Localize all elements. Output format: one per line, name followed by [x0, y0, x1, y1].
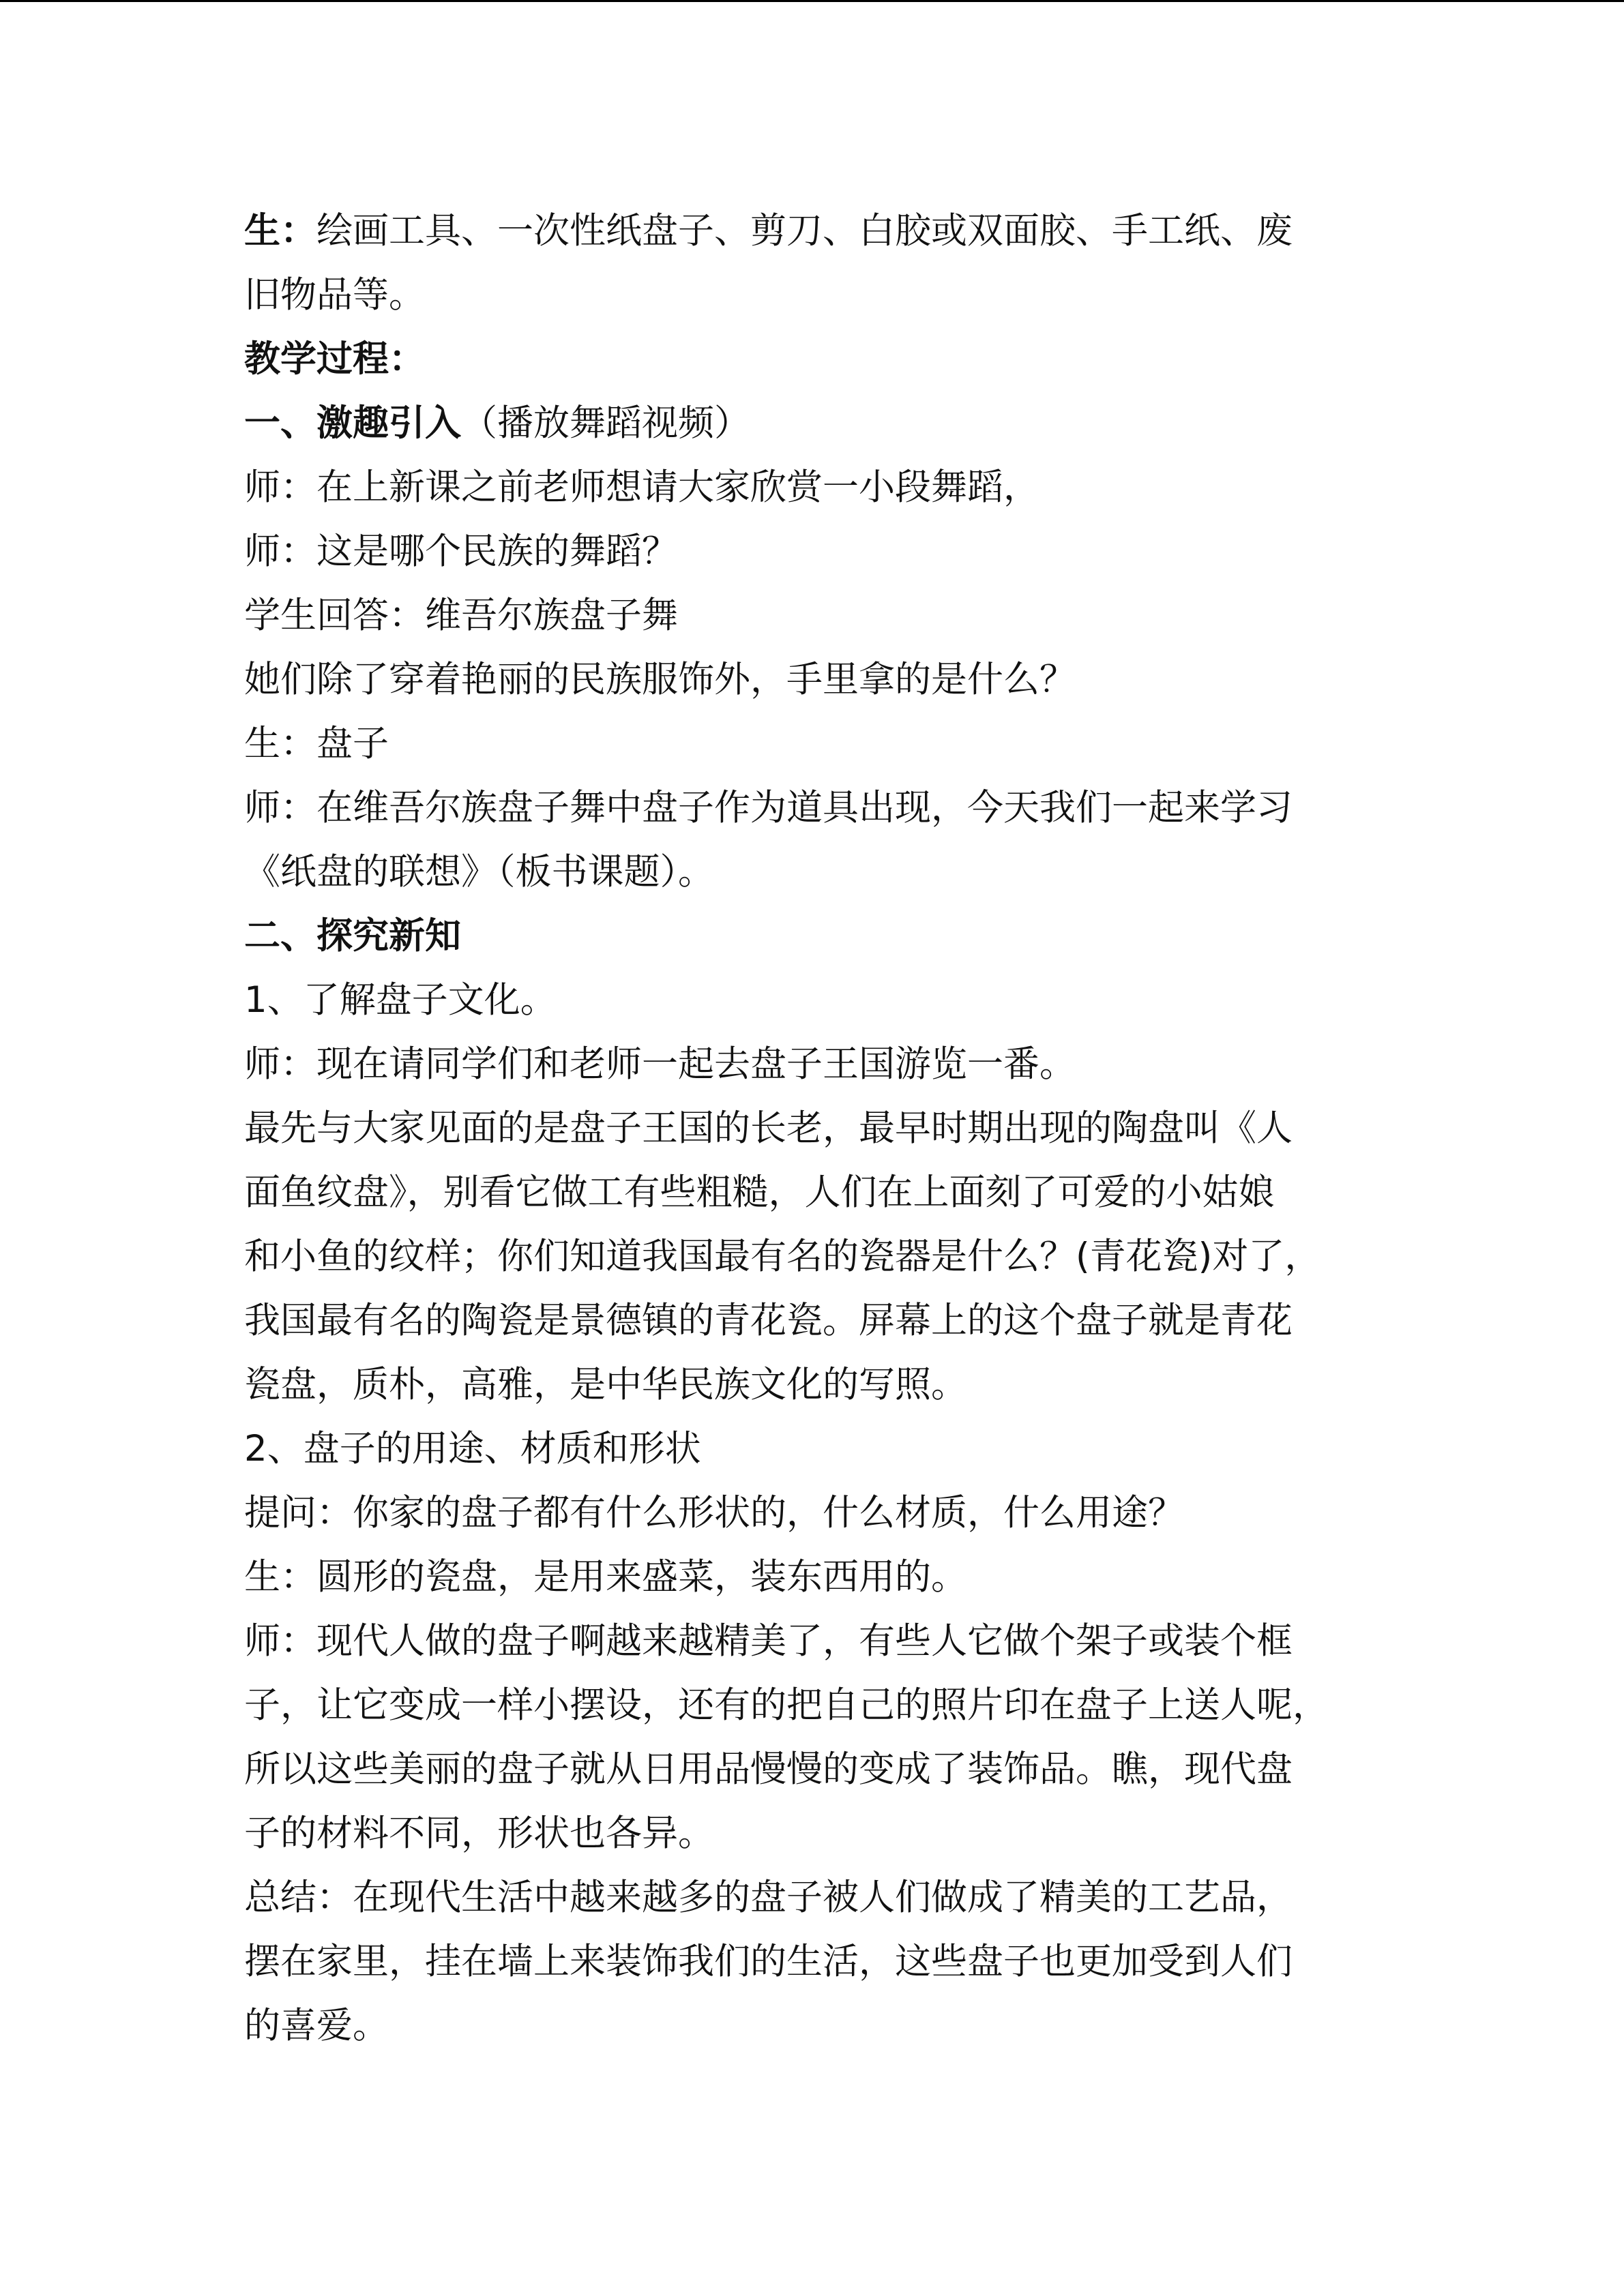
paragraph-line: 师：在上新课之前老师想请大家欣赏一小段舞蹈， — [244, 466, 1039, 508]
paragraph-line: 的喜爱。 — [244, 2005, 389, 2046]
paragraph-line: 最先与大家见面的是盘子王国的长老，最早时期出现的陶盘叫《人 — [244, 1107, 1293, 1149]
section-1-heading: 一、激趣引入 — [244, 402, 461, 444]
paragraph-line: 《纸盘的联想》（板书课题）。 — [244, 851, 714, 893]
paragraph-line: 生：圆形的瓷盘，是用来盛菜，装东西用的。 — [244, 1556, 967, 1598]
paragraph-line: 所以这些美丽的盘子就从日用品慢慢的变成了装饰品。瞧，现代盘 — [244, 1748, 1293, 1790]
paragraph-line: 瓷盘，质朴，高雅，是中华民族文化的写照。 — [244, 1364, 967, 1405]
paragraph-line: 2、盘子的用途、材质和形状 — [244, 1428, 701, 1470]
section-1-note: （播放舞蹈视频） — [461, 402, 750, 444]
paragraph-line: 她们除了穿着艳丽的民族服饰外，手里拿的是什么？ — [244, 659, 1076, 700]
paragraph-line: 学生回答：维吾尔族盘子舞 — [244, 595, 678, 636]
paragraph-line: 师：现代人做的盘子啊越来越精美了，有些人它做个架子或装个框 — [244, 1620, 1293, 1662]
paragraph-line: 子，让它变成一样小摆设，还有的把自己的照片印在盘子上送人呢， — [244, 1684, 1329, 1726]
section-1-heading-line — [244, 391, 1404, 456]
section-2-heading: 二、探究新知 — [244, 915, 461, 957]
materials-line-2: 旧物品等。 — [244, 274, 425, 316]
paragraph-line: 师：在维吾尔族盘子舞中盘子作为道具出现，今天我们一起来学习 — [244, 787, 1293, 829]
paragraph-line: 1、了解盘子文化。 — [244, 979, 557, 1021]
paragraph-line: 总结：在现代生活中越来越多的盘子被人们做成了精美的工艺品， — [244, 1877, 1293, 1918]
paragraph-line: 和小鱼的纹样；你们知道我国最有名的瓷器是什么？(青花瓷)对了， — [244, 1236, 1321, 1277]
paragraph-line: 生：盘子 — [244, 723, 389, 764]
page-top-border — [0, 0, 1624, 2]
materials-text: 绘画工具、一次性纸盘子、剪刀、白胶或双面胶、手工纸、废 — [316, 210, 1293, 252]
paragraph-line: 子的材料不同，形状也各异。 — [244, 1813, 714, 1854]
paragraph-line: 提问：你家的盘子都有什么形状的，什么材质，什么用途？ — [244, 1492, 1184, 1534]
document-body — [244, 199, 1404, 2058]
paragraph-line: 摆在家里，挂在墙上来装饰我们的生活，这些盘子也更加受到人们 — [244, 1941, 1293, 1982]
paragraph-line: 师：这是哪个民族的舞蹈？ — [244, 531, 678, 572]
paragraph-line: 师：现在请同学们和老师一起去盘子王国游览一番。 — [244, 1043, 1076, 1085]
materials-label: 生： — [244, 210, 316, 252]
materials-line-1 — [244, 199, 1404, 263]
paragraph-line: 我国最有名的陶瓷是景德镇的青花瓷。屏幕上的这个盘子就是青花 — [244, 1300, 1293, 1341]
teaching-process-heading: 教学过程： — [244, 338, 425, 380]
paragraph-line: 面鱼纹盘》，别看它做工有些粗糙，人们在上面刻了可爱的小姑娘 — [244, 1172, 1275, 1213]
